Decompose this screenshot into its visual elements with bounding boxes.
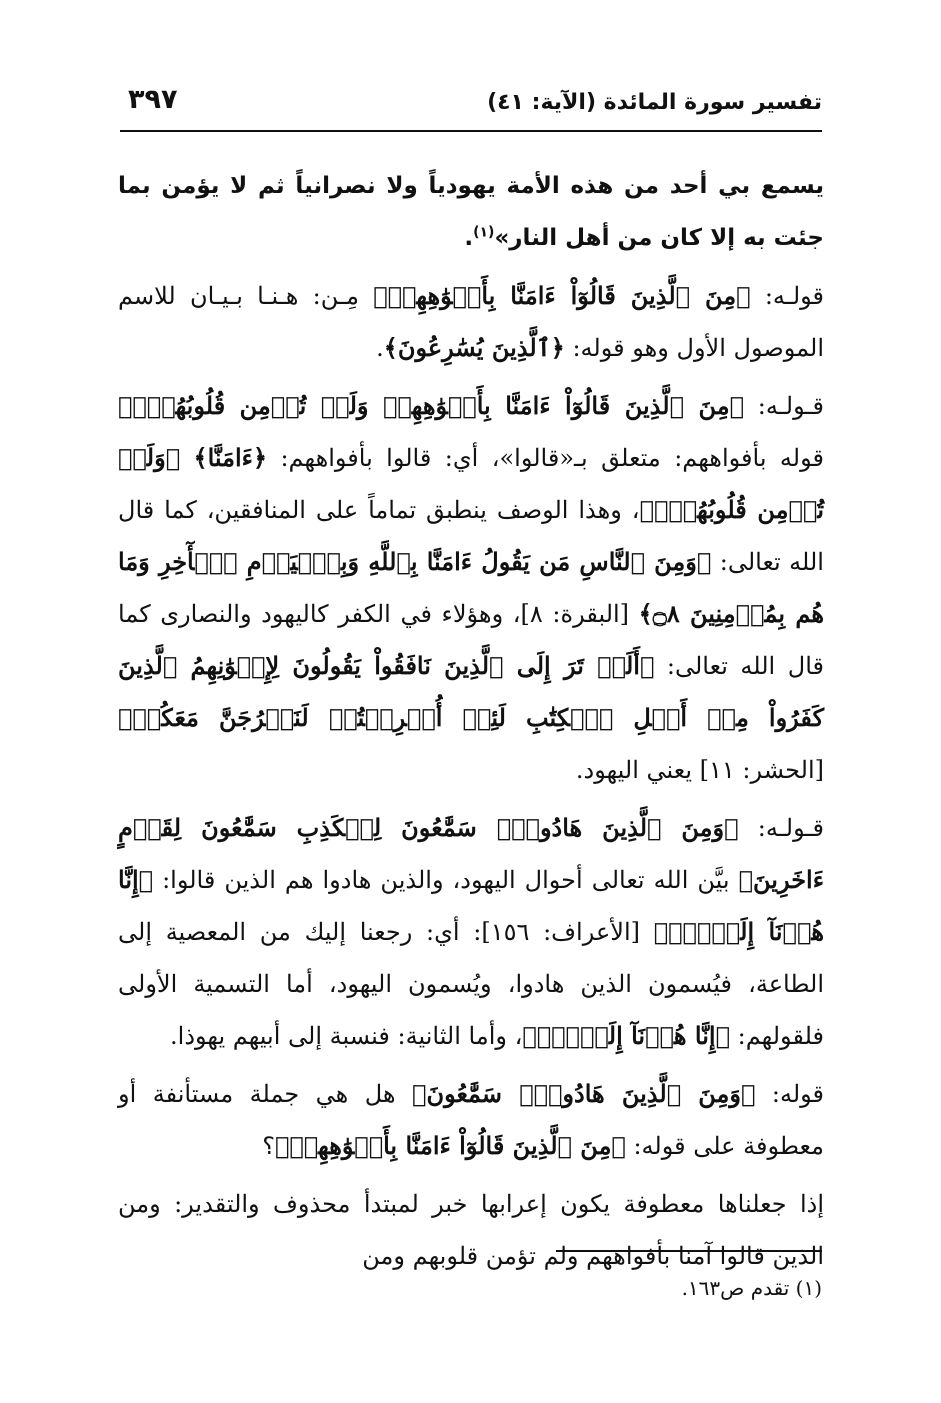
paragraph-lead: قـولـه: (757, 392, 824, 420)
footnote-text: تقدم ص١٦٣. (681, 1276, 790, 1300)
footnote-1 (120, 1268, 822, 1308)
commentary-text: هل هي جملة مستأنفة أو معطوفة على قوله: (118, 1080, 824, 1160)
page-header (120, 84, 822, 128)
commentary-text: ، وأما الثانية: فنسبة إلى أبيهم يهوذا. (170, 1022, 523, 1050)
commentary-text: قوله بأفواههم: متعلق بـ«قالوا»، أي: قالوا بأفواههم: (280, 444, 824, 472)
punctuation: . (376, 334, 384, 362)
quran-verse: ﴿إِنَّا هُدۡنَآ إِلَيۡكَۚ﴾ (118, 865, 824, 946)
paragraph-3 (118, 380, 824, 796)
header-divider (120, 130, 822, 132)
paragraph-lead: قولـه: (764, 282, 824, 310)
quran-verse: ﴿مِنَ ٱلَّذِينَ قَالُوٓاْ ءَامَنَّا بِأَفۡوَٰهِهِمۡ وَلَمۡ تُؤۡمِن قُلُوبُهُمۡۛ﴾ (118, 391, 745, 420)
quran-verse: ﴿وَمِنَ ٱلنَّاسِ مَن يَقُولُ ءَامَنَّا بِٱللَّهِ وَبِٱلۡيَوۡمِ ٱلۡأٓخِرِ وَمَا هُم بِمُؤۡمِنِينَ ۝٨﴾ (118, 547, 824, 628)
quran-verse: ﴿وَمِنَ ٱلَّذِينَ هَادُواْۛ سَمَّٰعُونَ لِلۡكَذِبِ سَمَّٰعُونَ لِقَوۡمٍ ءَاخَرِينَ﴾ (118, 813, 824, 894)
quran-verse: ﴿وَمِنَ ٱلَّذِينَ هَادُواْۛ سَمَّٰعُونَ﴾ (412, 1079, 756, 1108)
paragraph-4 (118, 802, 824, 1062)
paragraph-1 (118, 160, 824, 264)
commentary-text: [الأعراف: ١٥٦]: أي: رجعنا إليك من المعصية إلى الطاعة، فيُسمون الذين هادوا، ويُسمون اليهود، أما التسمية الأولى فلقولهم: (118, 918, 824, 1050)
quran-verse: ﴿مِنَ ٱلَّذِينَ قَالُوٓاْ ءَامَنَّا بِأَفۡوَٰهِهِمۡ﴾ (373, 281, 751, 310)
footnote-number: (١) (795, 1276, 822, 1300)
commentary-text: ، وهذا الوصف ينطبق تماماً على المنافقين، كما قال الله تعالى: (118, 496, 824, 576)
quran-verse: ﴿ٱلَّذِينَ يُسَٰرِعُونَ﴾ (383, 333, 565, 362)
commentary-text: [الحشر: ١١] يعني اليهود. (575, 756, 824, 784)
quran-verse: ﴿ءَامَنَّا﴾ (193, 443, 268, 472)
punctuation: ؟ (262, 1132, 275, 1160)
main-text (118, 160, 824, 1282)
paragraph-6 (118, 1178, 824, 1282)
paragraph-lead: قوله: (771, 1080, 824, 1108)
commentary-text: إذا جعلناها معطوفة يكون إعرابها خبر لمبتدأ محذوف والتقدير: ومن الذين قالوا آمنا بأفواههم ولم تؤمن قلوبهم ومن (118, 1190, 824, 1270)
punctuation: . (464, 225, 474, 251)
quran-verse: ﴿أَلَمۡ تَرَ إِلَى ٱلَّذِينَ نَافَقُواْ يَقُولُونَ لِإِخۡوَٰنِهِمُ ٱلَّذِينَ كَفَرُواْ مِنۡ أَهۡلِ ٱلۡكِتَٰبِ لَئِنۡ أُخۡرِجۡتُمۡ لَنَخۡرُجَنَّ مَعَكُمۡ﴾ (118, 651, 824, 732)
commentary-text: مِـن: هـنـا بـيـان للاسم الموصول الأول وهو قوله: (118, 282, 824, 362)
page-number: ٣٩٧ (128, 84, 178, 115)
hadith-text: يسمع بي أحد من هذه الأمة يهودياً ولا نصرانياً ثم لا يؤمن بما جئت به إلا كان من أهل النار» (118, 173, 824, 251)
quran-verse: ﴿مِنَ ٱلَّذِينَ قَالُوٓاْ ءَامَنَّا بِأَفۡوَٰهِهِمۡ﴾ (274, 1131, 626, 1160)
footnote-divider (556, 1250, 822, 1252)
quran-verse: ﴿وَلَمۡ تُؤۡمِن قُلُوبُهُمۡۛ﴾ (118, 443, 824, 524)
commentary-text: [البقرة: ٨]، وهؤلاء في الكفر كاليهود والنصارى كما قال الله تعالى: (118, 600, 824, 680)
paragraph-lead: قـولـه: (757, 814, 824, 842)
quran-verse: ﴿إِنَّا هُدۡنَآ إِلَيۡكَۚ﴾ (522, 1021, 730, 1050)
commentary-text: بيَّن الله تعالى أحوال اليهود، والذين هادوا هم الذين قالوا: (162, 866, 730, 894)
footnote-reference: (١) (473, 224, 495, 241)
paragraph-2 (118, 270, 824, 374)
paragraph-5 (118, 1068, 824, 1172)
running-title: تفسير سورة المائدة (الآية: ٤١) (487, 90, 822, 115)
